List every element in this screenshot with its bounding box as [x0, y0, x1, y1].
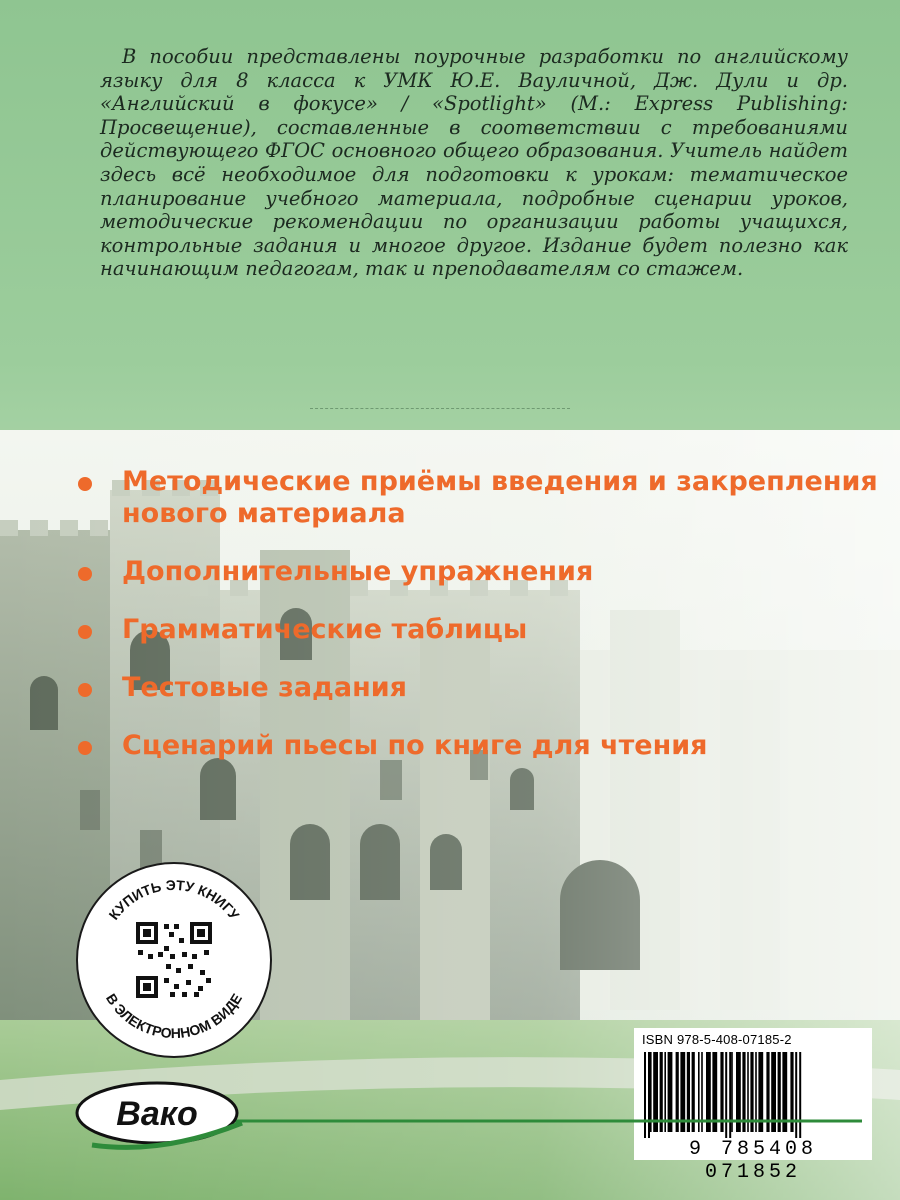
bullet-icon [78, 567, 92, 581]
isbn-label: ISBN 978-5-408-07185-2 [642, 1032, 792, 1047]
bullet-icon [78, 625, 92, 639]
feature-item: Сценарий пьесы по книге для чтения [78, 730, 878, 762]
feature-item: Методические приёмы введения и закрепления нового материала [78, 466, 878, 530]
publisher-name: Вако [116, 1095, 198, 1133]
badge-bottom-text: В ЭЛЕКТРОННОМ ВИДЕ [102, 990, 246, 1042]
feature-item: Тестовые задания [78, 672, 878, 704]
feature-list [78, 466, 878, 788]
bullet-icon [78, 683, 92, 697]
badge-top-text: КУПИТЬ ЭТУ КНИГУ [105, 876, 243, 923]
publisher-logo [72, 1075, 862, 1155]
intro-paragraph: В пособии представлены поурочные разработки по английскому языку для 8 класса к УМК Ю.Е. Вауличной, Дж. Дули и др. «Английский в фокусе» / «Spotlight» (М.: Express Publishing: Просвещение), составленные в соответствии с требованиями действующего ФГОС основного общего образования. Учитель найдет здесь всё необходимое для подготовки к урокам: тематическое планирование учебного материала, подробные сценарии уроков, методические рекомендации по организации работы учащихся, контрольные задания и многое другое. Издание будет полезно как начинающим педагогам, так и преподавателям со стажем. [100, 45, 848, 281]
bullet-icon [78, 741, 92, 755]
qr-code-icon [136, 922, 212, 998]
bullet-icon [78, 477, 92, 491]
divider [310, 408, 570, 409]
qr-badge[interactable] [74, 860, 274, 1060]
feature-item: Дополнительные упражнения [78, 556, 878, 588]
barcode-digits: 9 785408 071852 [688, 1138, 817, 1184]
feature-item: Грамматические таблицы [78, 614, 878, 646]
